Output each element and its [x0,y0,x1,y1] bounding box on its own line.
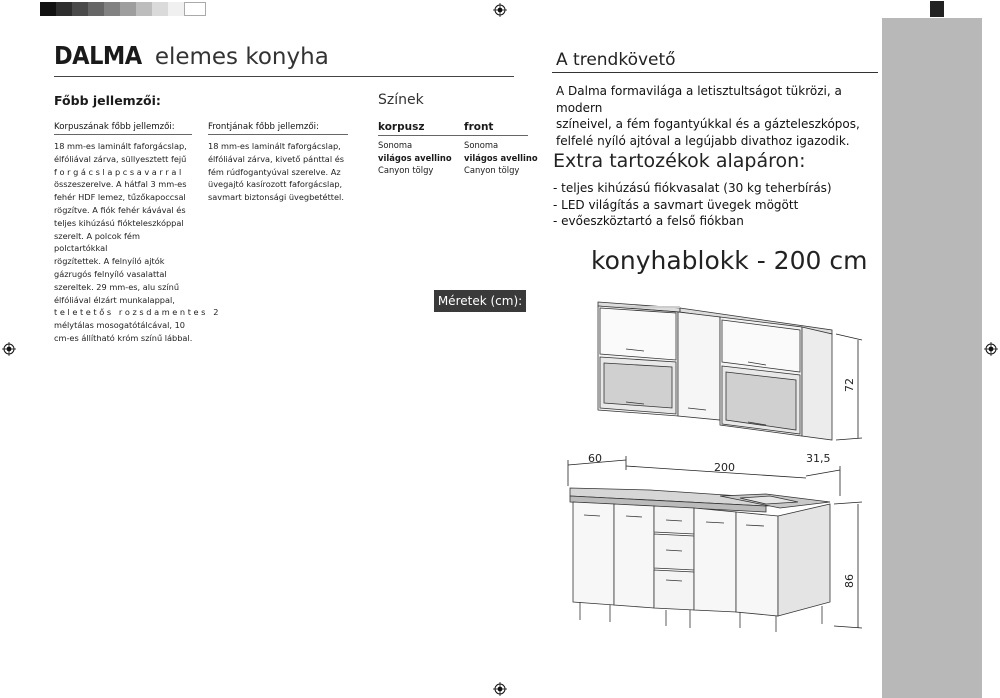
swatch [72,2,88,16]
front-colors-label: front [464,121,494,133]
swatch [184,2,206,16]
body-line: élfóliával élzárt munkalappal, [54,294,175,305]
registration-mark-icon [493,3,507,17]
color-item: Sonoma [378,140,413,150]
block-title: konyhablokk - 200 cm [591,246,868,275]
title-rest: elemes konyha [154,44,329,70]
dim-upper-depth: 31,5 [806,452,831,465]
front-description [208,140,350,204]
front-label-rule [208,134,348,135]
extras-item: - evőeszköztartó a felső fiókban [553,214,744,228]
corpus-colors-label: korpusz [378,121,425,133]
front-line: üvegajtó kasírozott faforgácslap, [208,179,343,190]
color-item: Canyon tölgy [464,165,520,175]
body-line: rögzítettek. A felnyíló ajtók [54,256,165,267]
colors-rule [378,135,528,136]
front-label: Frontjának főbb jellemzői: [208,122,319,132]
body-line: f o r g á c s l a p c s a v a r r a l [54,166,182,177]
swatch [136,2,152,16]
body-line: t e l e t e t ő s r o z s d a m e n t e s 2 [54,307,219,318]
features-heading: Főbb jellemzői: [54,93,161,108]
swatch [88,2,104,16]
dimensions-badge: Méretek (cm): [434,290,526,312]
swatch [40,2,56,16]
front-line: fém rúdfogantyúval szerelve. Az [208,166,341,177]
color-item: világos avellino [464,152,538,163]
trend-rule [552,72,878,73]
swatch [152,2,168,16]
front-line: savmart biztonsági üvegbetéttel. [208,192,344,203]
body-line: 18 mm-es laminált faforgácslap, [54,141,187,151]
body-line: rögzítve. A fiók fehér kávával és [54,204,186,215]
trend-line: színeivel, a fém fogantyúkkal és a gázteleszkópos, [556,117,860,131]
swatch [104,2,120,16]
body-line: élfóliával zárva, süllyesztett fejű [54,153,187,164]
body-label-rule [54,134,192,135]
kitchen-drawing [540,290,880,690]
extras-list [553,180,873,230]
trend-line: A Dalma formavilága a letisztultságot tükrözi, a modern [556,84,842,115]
swatch [56,2,72,16]
upper-cabinets [598,302,832,440]
registration-mark-icon [493,682,507,696]
body-line: összeszerelve. A hátfal 3 mm-es [54,179,187,190]
color-item: Sonoma [464,140,499,150]
body-label: Korpuszának főbb jellemzői: [54,122,175,132]
dim-width: 200 [714,461,735,474]
front-colors-list [464,139,538,177]
body-line: szereltek. 29 mm-es, alu színű [54,281,180,292]
registration-mark-icon [2,342,16,356]
extras-heading: Extra tartozékok alapáron: [553,150,806,172]
color-item: Canyon tölgy [378,165,434,175]
dim-depth: 60 [588,452,602,465]
page-title [54,41,329,70]
body-line: gázrugós felnyíló vasalattal [54,268,167,279]
body-line: szerelt. A polcok fém polctartókkal [54,230,140,254]
corpus-colors-list [378,139,452,177]
body-line: cm-es állítható króm színű lábbal. [54,332,193,343]
trend-line: felfelé nyíló ajtóval a legújabb divathoz igazodik. [556,133,850,148]
registration-mark-icon [984,342,998,356]
body-line: fehér HDF lemez, tűzőkapoccsal [54,192,186,203]
body-line: mélytálas mosogatótálcával, 10 [54,320,185,331]
body-description [54,140,219,345]
front-line: élfóliával zárva, kivető pánttal és [208,153,345,164]
front-line: 18 mm-es laminált faforgácslap, [208,141,341,151]
extras-item: - teljes kihúzású fiókvasalat (30 kg teherbírás) [553,181,832,195]
swatch [168,2,184,16]
title-rule [54,76,514,77]
corner-mark [930,1,944,17]
dim-lower-height: 86 [843,574,856,588]
swatch [120,2,136,16]
trend-heading: A trendkövető [556,50,676,70]
color-item: világos avellino [378,152,452,163]
side-panel [882,18,982,698]
colors-heading: Színek [378,92,424,108]
extras-item: - LED világítás a savmart üvegek mögött [553,197,799,212]
title-bold: DALMA [54,41,142,70]
trend-description [556,83,876,149]
dim-upper-height: 72 [843,378,856,392]
body-line: teljes kihúzású fiókteleszkóppal [54,217,184,228]
lower-cabinets [570,488,830,632]
